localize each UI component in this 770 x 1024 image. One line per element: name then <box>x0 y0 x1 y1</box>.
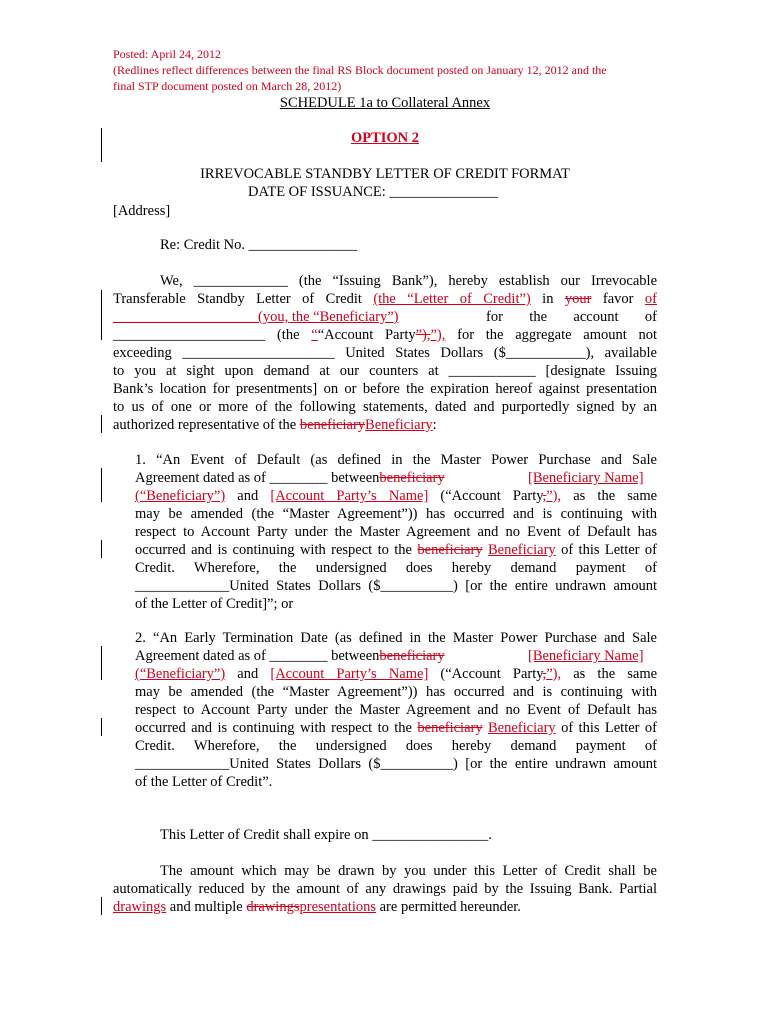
change-bar <box>101 290 102 340</box>
re-credit-number: Re: Credit No. _______________ <box>160 237 358 253</box>
reduction-line: The amount which may be drawn by you under this Letter of Credit shall be <box>160 863 657 879</box>
intro-line: Bank’s location for presentments] on or before the expiration hereof against presentation <box>113 381 657 397</box>
change-bar <box>101 897 102 915</box>
intro-line: authorized representative of the beneficiaryBeneficiary: <box>113 417 437 433</box>
redline-note-line-1: (Redlines reflect differences between the final RS Block document posted on January 12, 2012 and the <box>113 63 607 77</box>
change-bar <box>101 468 102 502</box>
statement-line: may be amended (the “Master Agreement”)) has occurred and is continuing with <box>135 506 657 522</box>
intro-line: for the account of <box>486 309 657 325</box>
intro-line: to us of one or more of the following statements, dated and purportedly signed by an <box>113 399 657 415</box>
statement-line: 2. “An Early Termination Date (as defined in the Master Power Purchase and Sale <box>135 630 657 646</box>
statement-line: Agreement dated as of ________ betweenbeneficiary <box>135 470 445 486</box>
statement-line: of the Letter of Credit”. <box>135 774 273 790</box>
intro-line: ____________________(you, the “Beneficiary”) <box>113 309 399 325</box>
statement-line: respect to Account Party under the Master Agreement and no Event of Default has <box>135 702 657 718</box>
change-bar <box>101 128 102 162</box>
statement-line: _____________United States Dollars ($__________) [or the entire undrawn amount <box>135 756 657 772</box>
intro-line: to you at sight upon demand at our counters at ____________ [designate Issuing <box>113 363 657 379</box>
statement-line: Credit. Wherefore, the undersigned does hereby demand payment of <box>135 560 657 576</box>
redline-note-line-2: final STP document posted on March 28, 2012) <box>113 79 342 93</box>
statement-line: of the Letter of Credit]”; or <box>135 596 294 612</box>
intro-line: exceeding _____________________ United States Dollars ($___________), available <box>113 345 657 361</box>
statement-line: 1. “An Event of Default (as defined in the Master Power Purchase and Sale <box>135 452 657 468</box>
statement-line: (“Beneficiary”) and [Account Party’s Name] (“Account Party,”), as the same <box>135 666 658 682</box>
statement-line: Agreement dated as of ________ betweenbeneficiary <box>135 648 445 664</box>
change-bar <box>101 646 102 680</box>
intro-line: We, _____________ (the “Issuing Bank”), hereby establish our Irrevocable <box>160 273 657 289</box>
change-bar <box>101 415 102 433</box>
statement-line: occurred and is continuing with respect to the beneficiary Beneficiary of this Letter of <box>135 542 657 558</box>
statement-line: may be amended (the “Master Agreement”)) has occurred and is continuing with <box>135 684 657 700</box>
intro-line: Transferable Standby Letter of Credit (the “Letter of Credit”) in your favor of <box>113 291 657 307</box>
statement-line: Credit. Wherefore, the undersigned does hereby demand payment of <box>135 738 657 754</box>
posted-date: Posted: April 24, 2012 <box>113 47 222 61</box>
change-bar <box>101 718 102 736</box>
statement-line: _____________United States Dollars ($__________) [or the entire undrawn amount <box>135 578 657 594</box>
format-title: IRREVOCABLE STANDBY LETTER OF CREDIT FORMAT <box>200 166 570 182</box>
statement-line: (“Beneficiary”) and [Account Party’s Name] (“Account Party,”), as the same <box>135 488 658 504</box>
address-placeholder: [Address] <box>113 203 171 219</box>
statement-line: respect to Account Party under the Master Agreement and no Event of Default has <box>135 524 657 540</box>
schedule-title: SCHEDULE 1a to Collateral Annex <box>279 95 491 111</box>
intro-line: _____________________ (the ““Account Party”),”), for the aggregate amount not <box>113 327 658 343</box>
date-of-issuance: DATE OF ISSUANCE: _______________ <box>248 184 499 200</box>
reduction-line: drawings and multiple drawingspresentations are permitted hereunder. <box>113 899 521 915</box>
option-title: OPTION 2 <box>350 130 420 146</box>
expiry-statement: This Letter of Credit shall expire on ________________. <box>160 827 492 843</box>
change-bar <box>101 540 102 558</box>
statement-line: [Beneficiary Name] <box>528 648 644 664</box>
statement-line: [Beneficiary Name] <box>528 470 644 486</box>
reduction-line: automatically reduced by the amount of any drawings paid by the Issuing Bank. Partial <box>113 881 657 897</box>
statement-line: occurred and is continuing with respect to the beneficiary Beneficiary of this Letter of <box>135 720 657 736</box>
